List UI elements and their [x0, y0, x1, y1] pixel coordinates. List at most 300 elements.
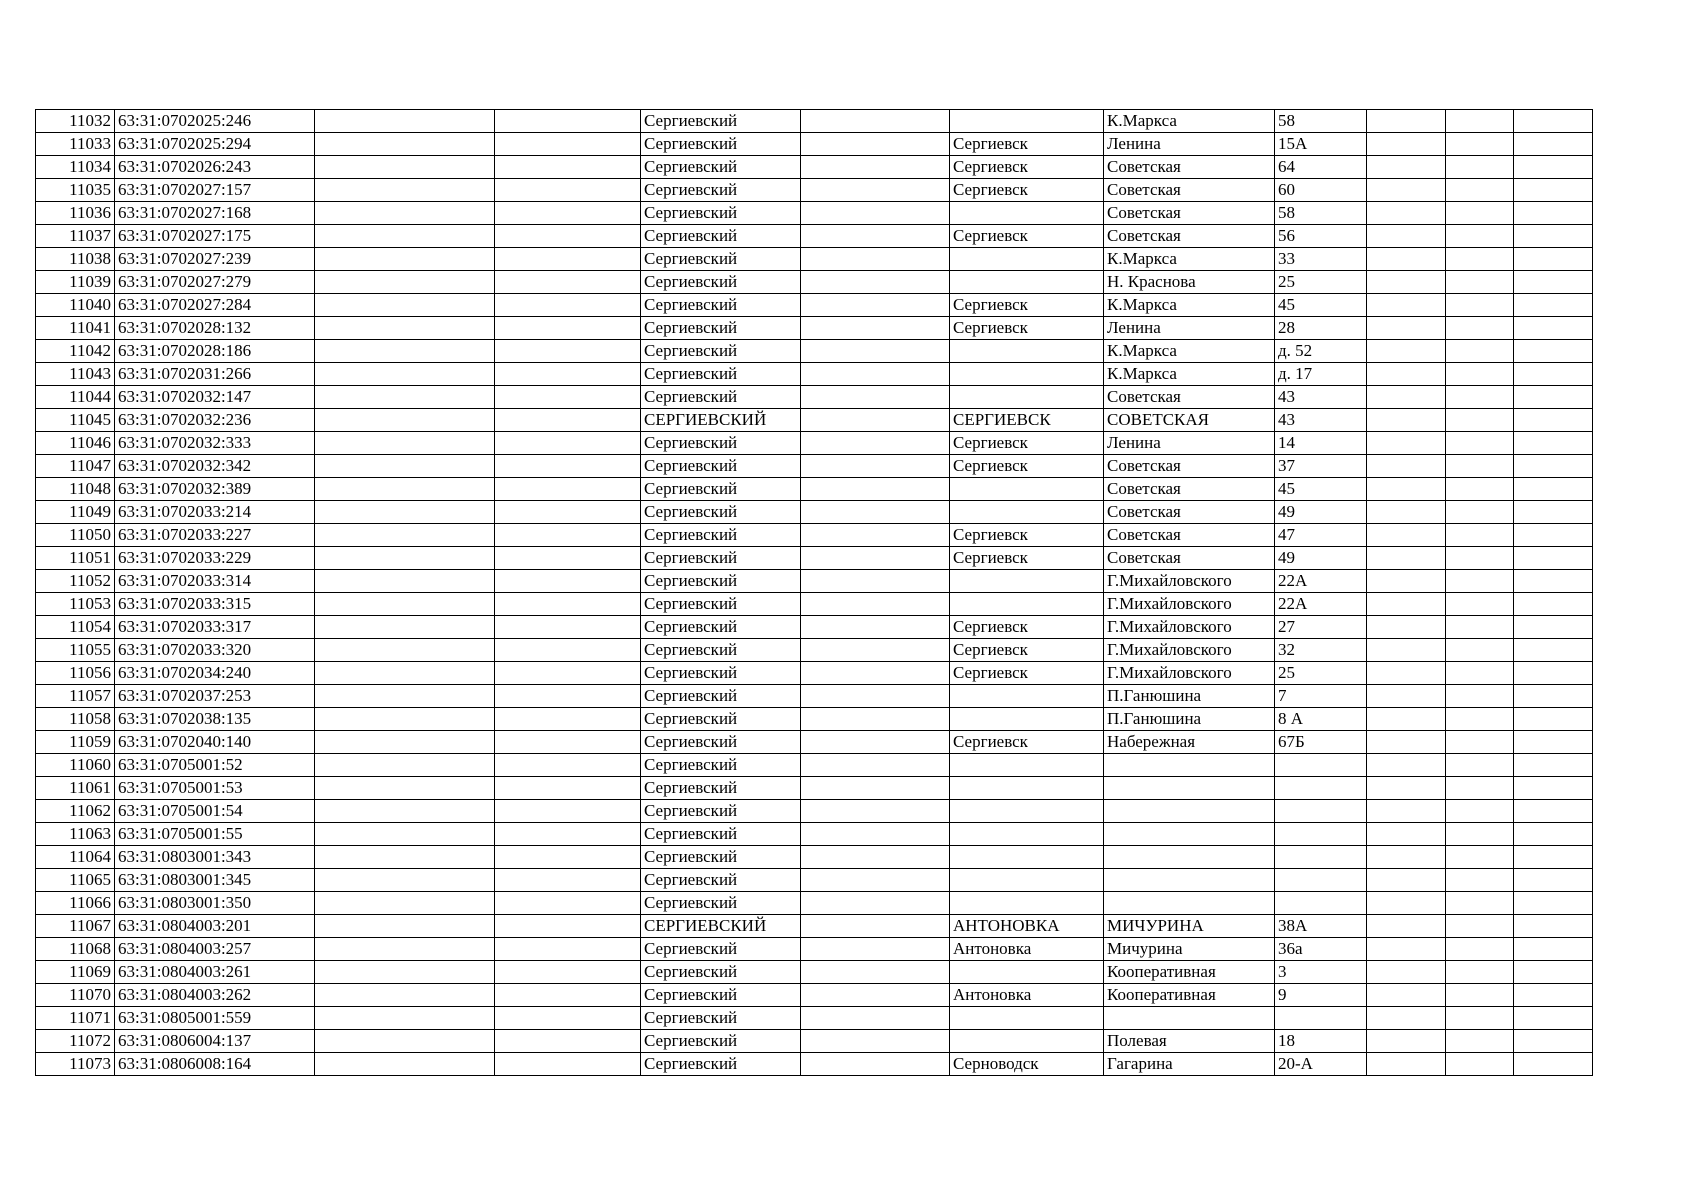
empty-cell: [495, 409, 641, 432]
empty-cell: [1514, 777, 1593, 800]
street-cell: К.Маркса: [1104, 248, 1275, 271]
cadastral-number-cell: 63:31:0702033:314: [115, 570, 315, 593]
house-number-cell: 18: [1275, 1030, 1367, 1053]
street-cell: [1104, 1007, 1275, 1030]
table-row: [36, 478, 1593, 501]
street-cell: Советская: [1104, 156, 1275, 179]
table-row: [36, 294, 1593, 317]
street-cell: [1104, 777, 1275, 800]
empty-cell: [315, 179, 495, 202]
empty-cell: [1514, 800, 1593, 823]
empty-cell: [1514, 547, 1593, 570]
cadastral-number-cell: 63:31:0702032:333: [115, 432, 315, 455]
row-number-cell: 11041: [36, 317, 115, 340]
empty-cell: [801, 570, 950, 593]
district-cell: Сергиевский: [641, 731, 801, 754]
street-cell: Мичурина: [1104, 938, 1275, 961]
locality-cell: [950, 340, 1104, 363]
empty-cell: [315, 524, 495, 547]
row-number-cell: 11066: [36, 892, 115, 915]
empty-cell: [495, 869, 641, 892]
empty-cell: [1514, 455, 1593, 478]
district-cell: СЕРГИЕВСКИЙ: [641, 409, 801, 432]
cadastral-number-cell: 63:31:0803001:350: [115, 892, 315, 915]
empty-cell: [801, 110, 950, 133]
district-cell: Сергиевский: [641, 685, 801, 708]
empty-cell: [1446, 1030, 1514, 1053]
street-cell: Советская: [1104, 386, 1275, 409]
table-row: [36, 110, 1593, 133]
street-cell: МИЧУРИНА: [1104, 915, 1275, 938]
empty-cell: [1446, 271, 1514, 294]
empty-cell: [495, 1030, 641, 1053]
empty-cell: [1514, 754, 1593, 777]
empty-cell: [1446, 317, 1514, 340]
row-number-cell: 11039: [36, 271, 115, 294]
empty-cell: [1367, 708, 1446, 731]
empty-cell: [801, 547, 950, 570]
empty-cell: [801, 662, 950, 685]
empty-cell: [1446, 823, 1514, 846]
empty-cell: [495, 639, 641, 662]
row-number-cell: 11072: [36, 1030, 115, 1053]
cadastral-number-cell: 63:31:0702038:135: [115, 708, 315, 731]
registry-table: [35, 109, 1593, 1076]
district-cell: Сергиевский: [641, 501, 801, 524]
empty-cell: [315, 478, 495, 501]
empty-cell: [1514, 294, 1593, 317]
empty-cell: [1514, 846, 1593, 869]
empty-cell: [1367, 455, 1446, 478]
empty-cell: [801, 478, 950, 501]
cadastral-number-cell: 63:31:0804003:257: [115, 938, 315, 961]
empty-cell: [495, 501, 641, 524]
empty-cell: [315, 294, 495, 317]
house-number-cell: 45: [1275, 294, 1367, 317]
district-cell: Сергиевский: [641, 984, 801, 1007]
cadastral-number-cell: 63:31:0702027:157: [115, 179, 315, 202]
empty-cell: [1514, 501, 1593, 524]
street-cell: Г.Михайловского: [1104, 616, 1275, 639]
empty-cell: [801, 179, 950, 202]
empty-cell: [1446, 892, 1514, 915]
empty-cell: [1514, 524, 1593, 547]
locality-cell: Сергиевск: [950, 317, 1104, 340]
empty-cell: [1367, 248, 1446, 271]
district-cell: Сергиевский: [641, 547, 801, 570]
empty-cell: [315, 455, 495, 478]
row-number-cell: 11033: [36, 133, 115, 156]
locality-cell: Антоновка: [950, 984, 1104, 1007]
empty-cell: [801, 225, 950, 248]
empty-cell: [495, 156, 641, 179]
empty-cell: [801, 524, 950, 547]
table-row: [36, 1053, 1593, 1076]
district-cell: Сергиевский: [641, 662, 801, 685]
empty-cell: [1446, 685, 1514, 708]
empty-cell: [495, 202, 641, 225]
house-number-cell: [1275, 1007, 1367, 1030]
empty-cell: [315, 386, 495, 409]
empty-cell: [1514, 593, 1593, 616]
empty-cell: [801, 754, 950, 777]
empty-cell: [1446, 570, 1514, 593]
empty-cell: [1446, 179, 1514, 202]
empty-cell: [1367, 547, 1446, 570]
street-cell: Кооперативная: [1104, 961, 1275, 984]
row-number-cell: 11071: [36, 1007, 115, 1030]
empty-cell: [1367, 202, 1446, 225]
row-number-cell: 11044: [36, 386, 115, 409]
empty-cell: [1367, 432, 1446, 455]
street-cell: Советская: [1104, 225, 1275, 248]
empty-cell: [1367, 501, 1446, 524]
locality-cell: [950, 363, 1104, 386]
empty-cell: [1514, 823, 1593, 846]
house-number-cell: 28: [1275, 317, 1367, 340]
house-number-cell: 58: [1275, 110, 1367, 133]
table-row: [36, 386, 1593, 409]
empty-cell: [1446, 777, 1514, 800]
row-number-cell: 11073: [36, 1053, 115, 1076]
house-number-cell: 32: [1275, 639, 1367, 662]
empty-cell: [1367, 1007, 1446, 1030]
table-row: [36, 524, 1593, 547]
empty-cell: [1367, 639, 1446, 662]
empty-cell: [1446, 846, 1514, 869]
row-number-cell: 11047: [36, 455, 115, 478]
empty-cell: [1367, 616, 1446, 639]
district-cell: Сергиевский: [641, 1053, 801, 1076]
house-number-cell: [1275, 823, 1367, 846]
empty-cell: [1446, 363, 1514, 386]
row-number-cell: 11042: [36, 340, 115, 363]
empty-cell: [1446, 800, 1514, 823]
empty-cell: [1514, 386, 1593, 409]
table-row: [36, 869, 1593, 892]
locality-cell: Сергиевск: [950, 731, 1104, 754]
street-cell: [1104, 823, 1275, 846]
empty-cell: [801, 156, 950, 179]
district-cell: Сергиевский: [641, 478, 801, 501]
table-row: [36, 915, 1593, 938]
table-row: [36, 593, 1593, 616]
empty-cell: [1367, 179, 1446, 202]
district-cell: Сергиевский: [641, 248, 801, 271]
empty-cell: [315, 639, 495, 662]
empty-cell: [495, 685, 641, 708]
street-cell: Советская: [1104, 202, 1275, 225]
street-cell: Кооперативная: [1104, 984, 1275, 1007]
table-row: [36, 317, 1593, 340]
empty-cell: [495, 386, 641, 409]
empty-cell: [801, 1030, 950, 1053]
row-number-cell: 11052: [36, 570, 115, 593]
street-cell: Н. Краснова: [1104, 271, 1275, 294]
empty-cell: [315, 340, 495, 363]
empty-cell: [315, 846, 495, 869]
locality-cell: [950, 961, 1104, 984]
empty-cell: [315, 432, 495, 455]
locality-cell: [950, 501, 1104, 524]
locality-cell: СЕРГИЕВСК: [950, 409, 1104, 432]
empty-cell: [1514, 662, 1593, 685]
street-cell: Набережная: [1104, 731, 1275, 754]
locality-cell: [950, 1007, 1104, 1030]
row-number-cell: 11069: [36, 961, 115, 984]
empty-cell: [801, 708, 950, 731]
house-number-cell: 49: [1275, 501, 1367, 524]
district-cell: Сергиевский: [641, 961, 801, 984]
district-cell: Сергиевский: [641, 1007, 801, 1030]
cadastral-number-cell: 63:31:0702027:175: [115, 225, 315, 248]
house-number-cell: [1275, 892, 1367, 915]
empty-cell: [1446, 961, 1514, 984]
empty-cell: [1514, 225, 1593, 248]
row-number-cell: 11051: [36, 547, 115, 570]
empty-cell: [495, 547, 641, 570]
empty-cell: [1367, 1053, 1446, 1076]
empty-cell: [801, 961, 950, 984]
empty-cell: [801, 869, 950, 892]
empty-cell: [801, 363, 950, 386]
empty-cell: [495, 754, 641, 777]
empty-cell: [1367, 869, 1446, 892]
empty-cell: [315, 754, 495, 777]
street-cell: П.Ганюшина: [1104, 708, 1275, 731]
house-number-cell: 56: [1275, 225, 1367, 248]
row-number-cell: 11059: [36, 731, 115, 754]
locality-cell: Сергиевск: [950, 616, 1104, 639]
row-number-cell: 11055: [36, 639, 115, 662]
house-number-cell: 38А: [1275, 915, 1367, 938]
empty-cell: [1446, 639, 1514, 662]
empty-cell: [495, 800, 641, 823]
empty-cell: [1367, 133, 1446, 156]
empty-cell: [315, 225, 495, 248]
cadastral-number-cell: 63:31:0702032:389: [115, 478, 315, 501]
empty-cell: [495, 179, 641, 202]
cadastral-number-cell: 63:31:0702032:236: [115, 409, 315, 432]
empty-cell: [1514, 432, 1593, 455]
empty-cell: [315, 1007, 495, 1030]
empty-cell: [495, 524, 641, 547]
table-row: [36, 547, 1593, 570]
table-row: [36, 892, 1593, 915]
empty-cell: [1367, 892, 1446, 915]
locality-cell: Сергиевск: [950, 524, 1104, 547]
empty-cell: [495, 915, 641, 938]
empty-cell: [315, 1053, 495, 1076]
district-cell: Сергиевский: [641, 777, 801, 800]
street-cell: К.Маркса: [1104, 110, 1275, 133]
empty-cell: [315, 133, 495, 156]
empty-cell: [315, 662, 495, 685]
house-number-cell: 8 А: [1275, 708, 1367, 731]
house-number-cell: [1275, 777, 1367, 800]
locality-cell: [950, 248, 1104, 271]
district-cell: Сергиевский: [641, 869, 801, 892]
cadastral-number-cell: 63:31:0806004:137: [115, 1030, 315, 1053]
cadastral-number-cell: 63:31:0702031:266: [115, 363, 315, 386]
street-cell: [1104, 846, 1275, 869]
empty-cell: [315, 202, 495, 225]
table-row: [36, 225, 1593, 248]
locality-cell: [950, 110, 1104, 133]
street-cell: Советская: [1104, 547, 1275, 570]
house-number-cell: 22А: [1275, 593, 1367, 616]
empty-cell: [801, 984, 950, 1007]
empty-cell: [315, 570, 495, 593]
empty-cell: [1367, 731, 1446, 754]
empty-cell: [1367, 386, 1446, 409]
empty-cell: [801, 777, 950, 800]
empty-cell: [1514, 731, 1593, 754]
house-number-cell: 47: [1275, 524, 1367, 547]
row-number-cell: 11036: [36, 202, 115, 225]
empty-cell: [801, 846, 950, 869]
cadastral-number-cell: 63:31:0803001:345: [115, 869, 315, 892]
empty-cell: [801, 800, 950, 823]
cadastral-number-cell: 63:31:0705001:52: [115, 754, 315, 777]
locality-cell: [950, 708, 1104, 731]
house-number-cell: 25: [1275, 662, 1367, 685]
empty-cell: [1367, 846, 1446, 869]
empty-cell: [801, 915, 950, 938]
locality-cell: Сергиевск: [950, 432, 1104, 455]
empty-cell: [1367, 938, 1446, 961]
empty-cell: [495, 478, 641, 501]
house-number-cell: 22А: [1275, 570, 1367, 593]
row-number-cell: 11062: [36, 800, 115, 823]
empty-cell: [1446, 156, 1514, 179]
district-cell: Сергиевский: [641, 892, 801, 915]
cadastral-number-cell: 63:31:0702033:214: [115, 501, 315, 524]
cadastral-number-cell: 63:31:0705001:55: [115, 823, 315, 846]
empty-cell: [495, 846, 641, 869]
empty-cell: [1367, 961, 1446, 984]
locality-cell: [950, 892, 1104, 915]
row-number-cell: 11035: [36, 179, 115, 202]
empty-cell: [1446, 593, 1514, 616]
empty-cell: [1514, 570, 1593, 593]
cadastral-number-cell: 63:31:0702027:239: [115, 248, 315, 271]
empty-cell: [495, 363, 641, 386]
street-cell: Г.Михайловского: [1104, 593, 1275, 616]
locality-cell: Антоновка: [950, 938, 1104, 961]
house-number-cell: 67Б: [1275, 731, 1367, 754]
empty-cell: [1514, 363, 1593, 386]
empty-cell: [801, 593, 950, 616]
empty-cell: [1446, 616, 1514, 639]
row-number-cell: 11040: [36, 294, 115, 317]
empty-cell: [315, 984, 495, 1007]
row-number-cell: 11061: [36, 777, 115, 800]
street-cell: Полевая: [1104, 1030, 1275, 1053]
empty-cell: [801, 685, 950, 708]
row-number-cell: 11045: [36, 409, 115, 432]
locality-cell: [950, 846, 1104, 869]
row-number-cell: 11038: [36, 248, 115, 271]
empty-cell: [1367, 1030, 1446, 1053]
empty-cell: [1446, 984, 1514, 1007]
locality-cell: [950, 777, 1104, 800]
empty-cell: [1367, 800, 1446, 823]
row-number-cell: 11049: [36, 501, 115, 524]
empty-cell: [315, 593, 495, 616]
cadastral-number-cell: 63:31:0702028:132: [115, 317, 315, 340]
empty-cell: [315, 110, 495, 133]
empty-cell: [1367, 478, 1446, 501]
empty-cell: [495, 1053, 641, 1076]
table-row: [36, 432, 1593, 455]
empty-cell: [801, 409, 950, 432]
locality-cell: [950, 271, 1104, 294]
district-cell: Сергиевский: [641, 317, 801, 340]
empty-cell: [801, 455, 950, 478]
row-number-cell: 11068: [36, 938, 115, 961]
empty-cell: [1367, 685, 1446, 708]
cadastral-number-cell: 63:31:0806008:164: [115, 1053, 315, 1076]
empty-cell: [801, 892, 950, 915]
house-number-cell: 15А: [1275, 133, 1367, 156]
row-number-cell: 11070: [36, 984, 115, 1007]
locality-cell: Сергиевск: [950, 179, 1104, 202]
cadastral-number-cell: 63:31:0702028:186: [115, 340, 315, 363]
house-number-cell: 60: [1275, 179, 1367, 202]
district-cell: Сергиевский: [641, 593, 801, 616]
district-cell: Сергиевский: [641, 156, 801, 179]
locality-cell: [950, 685, 1104, 708]
empty-cell: [1514, 915, 1593, 938]
empty-cell: [1446, 133, 1514, 156]
empty-cell: [1446, 294, 1514, 317]
empty-cell: [1446, 478, 1514, 501]
street-cell: Советская: [1104, 501, 1275, 524]
locality-cell: [950, 570, 1104, 593]
empty-cell: [801, 1053, 950, 1076]
empty-cell: [315, 271, 495, 294]
empty-cell: [801, 1007, 950, 1030]
empty-cell: [495, 455, 641, 478]
empty-cell: [495, 225, 641, 248]
empty-cell: [1367, 363, 1446, 386]
cadastral-number-cell: 63:31:0705001:54: [115, 800, 315, 823]
empty-cell: [315, 409, 495, 432]
table-row: [36, 340, 1593, 363]
empty-cell: [495, 616, 641, 639]
locality-cell: АНТОНОВКА: [950, 915, 1104, 938]
empty-cell: [1514, 892, 1593, 915]
house-number-cell: 43: [1275, 386, 1367, 409]
house-number-cell: д. 52: [1275, 340, 1367, 363]
empty-cell: [1446, 547, 1514, 570]
empty-cell: [1367, 524, 1446, 547]
empty-cell: [495, 731, 641, 754]
table-row: [36, 662, 1593, 685]
empty-cell: [315, 547, 495, 570]
empty-cell: [801, 294, 950, 317]
house-number-cell: 43: [1275, 409, 1367, 432]
house-number-cell: [1275, 800, 1367, 823]
cadastral-number-cell: 63:31:0705001:53: [115, 777, 315, 800]
row-number-cell: 11032: [36, 110, 115, 133]
cadastral-number-cell: 63:31:0702034:240: [115, 662, 315, 685]
district-cell: Сергиевский: [641, 823, 801, 846]
district-cell: Сергиевский: [641, 616, 801, 639]
street-cell: Советская: [1104, 179, 1275, 202]
locality-cell: Сергиевск: [950, 547, 1104, 570]
